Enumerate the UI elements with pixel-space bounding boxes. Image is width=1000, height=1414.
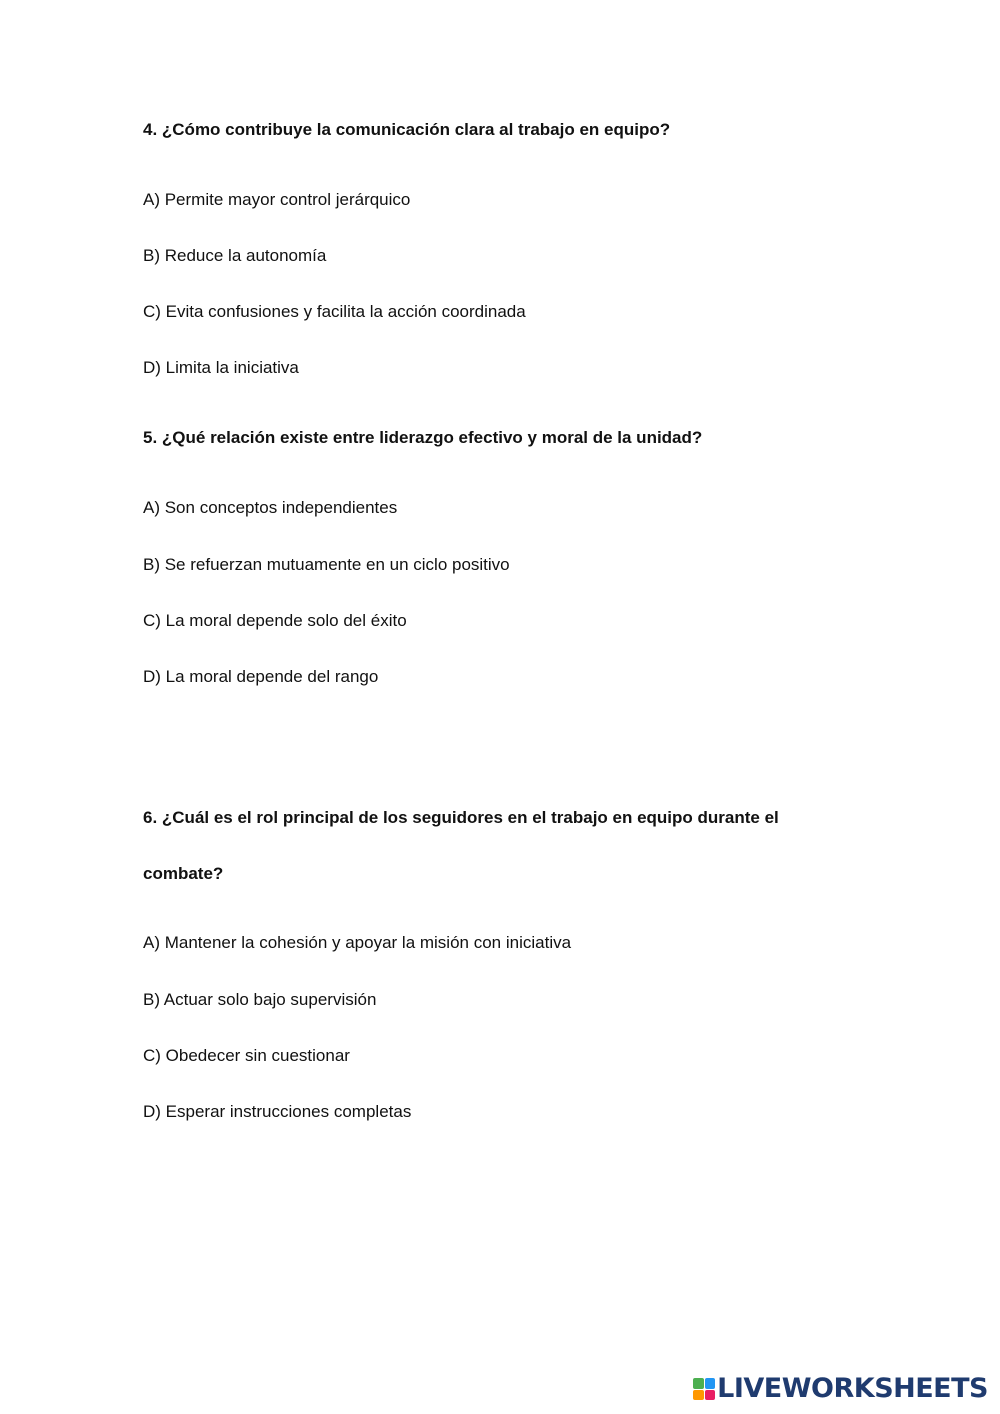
question-4-option-d: D) Limita la iniciativa xyxy=(143,358,299,377)
question-6-title-line-1: 6. ¿Cuál es el rol principal de los seguidores en el trabajo en equipo durante el xyxy=(143,808,779,827)
liveworksheets-wordmark: LIVEWORKSHEETS xyxy=(717,1373,988,1404)
question-6-option-b: B) Actuar solo bajo supervisión xyxy=(143,990,377,1009)
question-4-option-c: C) Evita confusiones y facilita la acción coordinada xyxy=(143,302,526,321)
question-5-option-a: A) Son conceptos independientes xyxy=(143,498,398,517)
question-6-title-line-2: combate? xyxy=(143,864,224,883)
question-4-option-b: B) Reduce la autonomía xyxy=(143,246,327,265)
liveworksheets-logo-icon xyxy=(693,1378,715,1400)
logo-cell-l xyxy=(693,1378,704,1389)
question-6-option-d: D) Esperar instrucciones completas xyxy=(143,1102,412,1121)
liveworksheets-logo xyxy=(693,1374,988,1404)
question-6-option-a: A) Mantener la cohesión y apoyar la misión con iniciativa xyxy=(143,933,572,952)
question-6-option-c: C) Obedecer sin cuestionar xyxy=(143,1046,350,1065)
logo-cell-e xyxy=(705,1390,716,1401)
logo-cell-v xyxy=(693,1390,704,1401)
question-5-option-d: D) La moral depende del rango xyxy=(143,667,379,686)
logo-cell-i xyxy=(705,1378,716,1389)
question-5-title: 5. ¿Qué relación existe entre liderazgo efectivo y moral de la unidad? xyxy=(143,428,703,447)
question-4-option-a: A) Permite mayor control jerárquico xyxy=(143,190,411,209)
question-5-option-c: C) La moral depende solo del éxito xyxy=(143,611,407,630)
question-4-title: 4. ¿Cómo contribuye la comunicación clara al trabajo en equipo? xyxy=(143,120,671,139)
question-5-option-b: B) Se refuerzan mutuamente en un ciclo positivo xyxy=(143,555,510,574)
